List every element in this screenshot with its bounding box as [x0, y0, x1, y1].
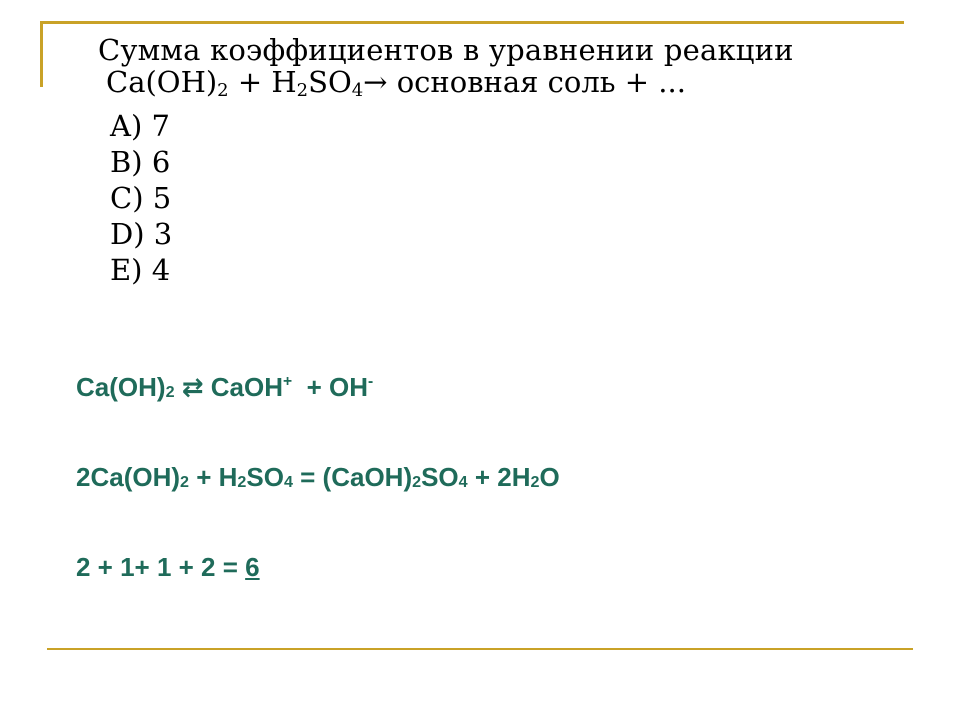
coefficient-sum [76, 552, 260, 583]
eq-product: основная соль + ... [387, 65, 686, 99]
formula-part: + 2H [467, 462, 531, 492]
question-title: Сумма коэффициентов в уравнении реакции [98, 33, 794, 67]
formula-part: + H [188, 462, 238, 492]
formula-part: + OH [292, 372, 368, 402]
formula-sub: 4 [458, 473, 468, 491]
charge-sup: + [283, 373, 293, 390]
formula-part: CaOH [210, 372, 284, 402]
equilibrium-arrow-icon: ⇄ [174, 372, 211, 402]
eq-plus-h: + H [237, 65, 297, 99]
option-a: A) 7 [110, 109, 170, 143]
arrow-right-icon: → [363, 65, 388, 99]
sum-expression: 2 + 1+ 1 + 2 = [76, 552, 246, 582]
formula-sub: 2 [180, 473, 189, 491]
formula-part: 2Ca(OH) [76, 462, 181, 492]
top-rule [40, 21, 904, 24]
left-rule [40, 21, 43, 87]
formula-part: SO [246, 462, 284, 492]
eq-so: SO [308, 65, 352, 99]
option-e: E) 4 [110, 253, 171, 287]
formula-part: SO [421, 462, 459, 492]
formula-sub: 2 [412, 473, 422, 491]
option-c: C) 5 [110, 181, 172, 215]
question-equation [98, 65, 878, 112]
dissociation-equation [76, 372, 373, 403]
problem-block [98, 33, 878, 292]
formula-part: O [539, 462, 560, 492]
eq-sub: 4 [351, 80, 364, 101]
eq-sub: 2 [217, 80, 229, 101]
option-d: D) 3 [110, 217, 173, 251]
formula-sub: 2 [530, 473, 540, 491]
eq-sub: 2 [296, 80, 309, 101]
formula-sub: 2 [165, 383, 175, 401]
answer-value: 6 [245, 552, 260, 582]
formula-part: = (CaOH) [292, 462, 413, 492]
formula-sub: 4 [283, 473, 293, 491]
bottom-rule [47, 648, 913, 650]
reaction-equation [76, 462, 560, 493]
eq-reactant-1: Ca(OH) [106, 65, 218, 99]
formula-part: Ca(OH) [76, 372, 166, 402]
charge-sup: - [367, 373, 374, 390]
formula-sub: 2 [237, 473, 247, 491]
option-b: B) 6 [110, 145, 171, 179]
